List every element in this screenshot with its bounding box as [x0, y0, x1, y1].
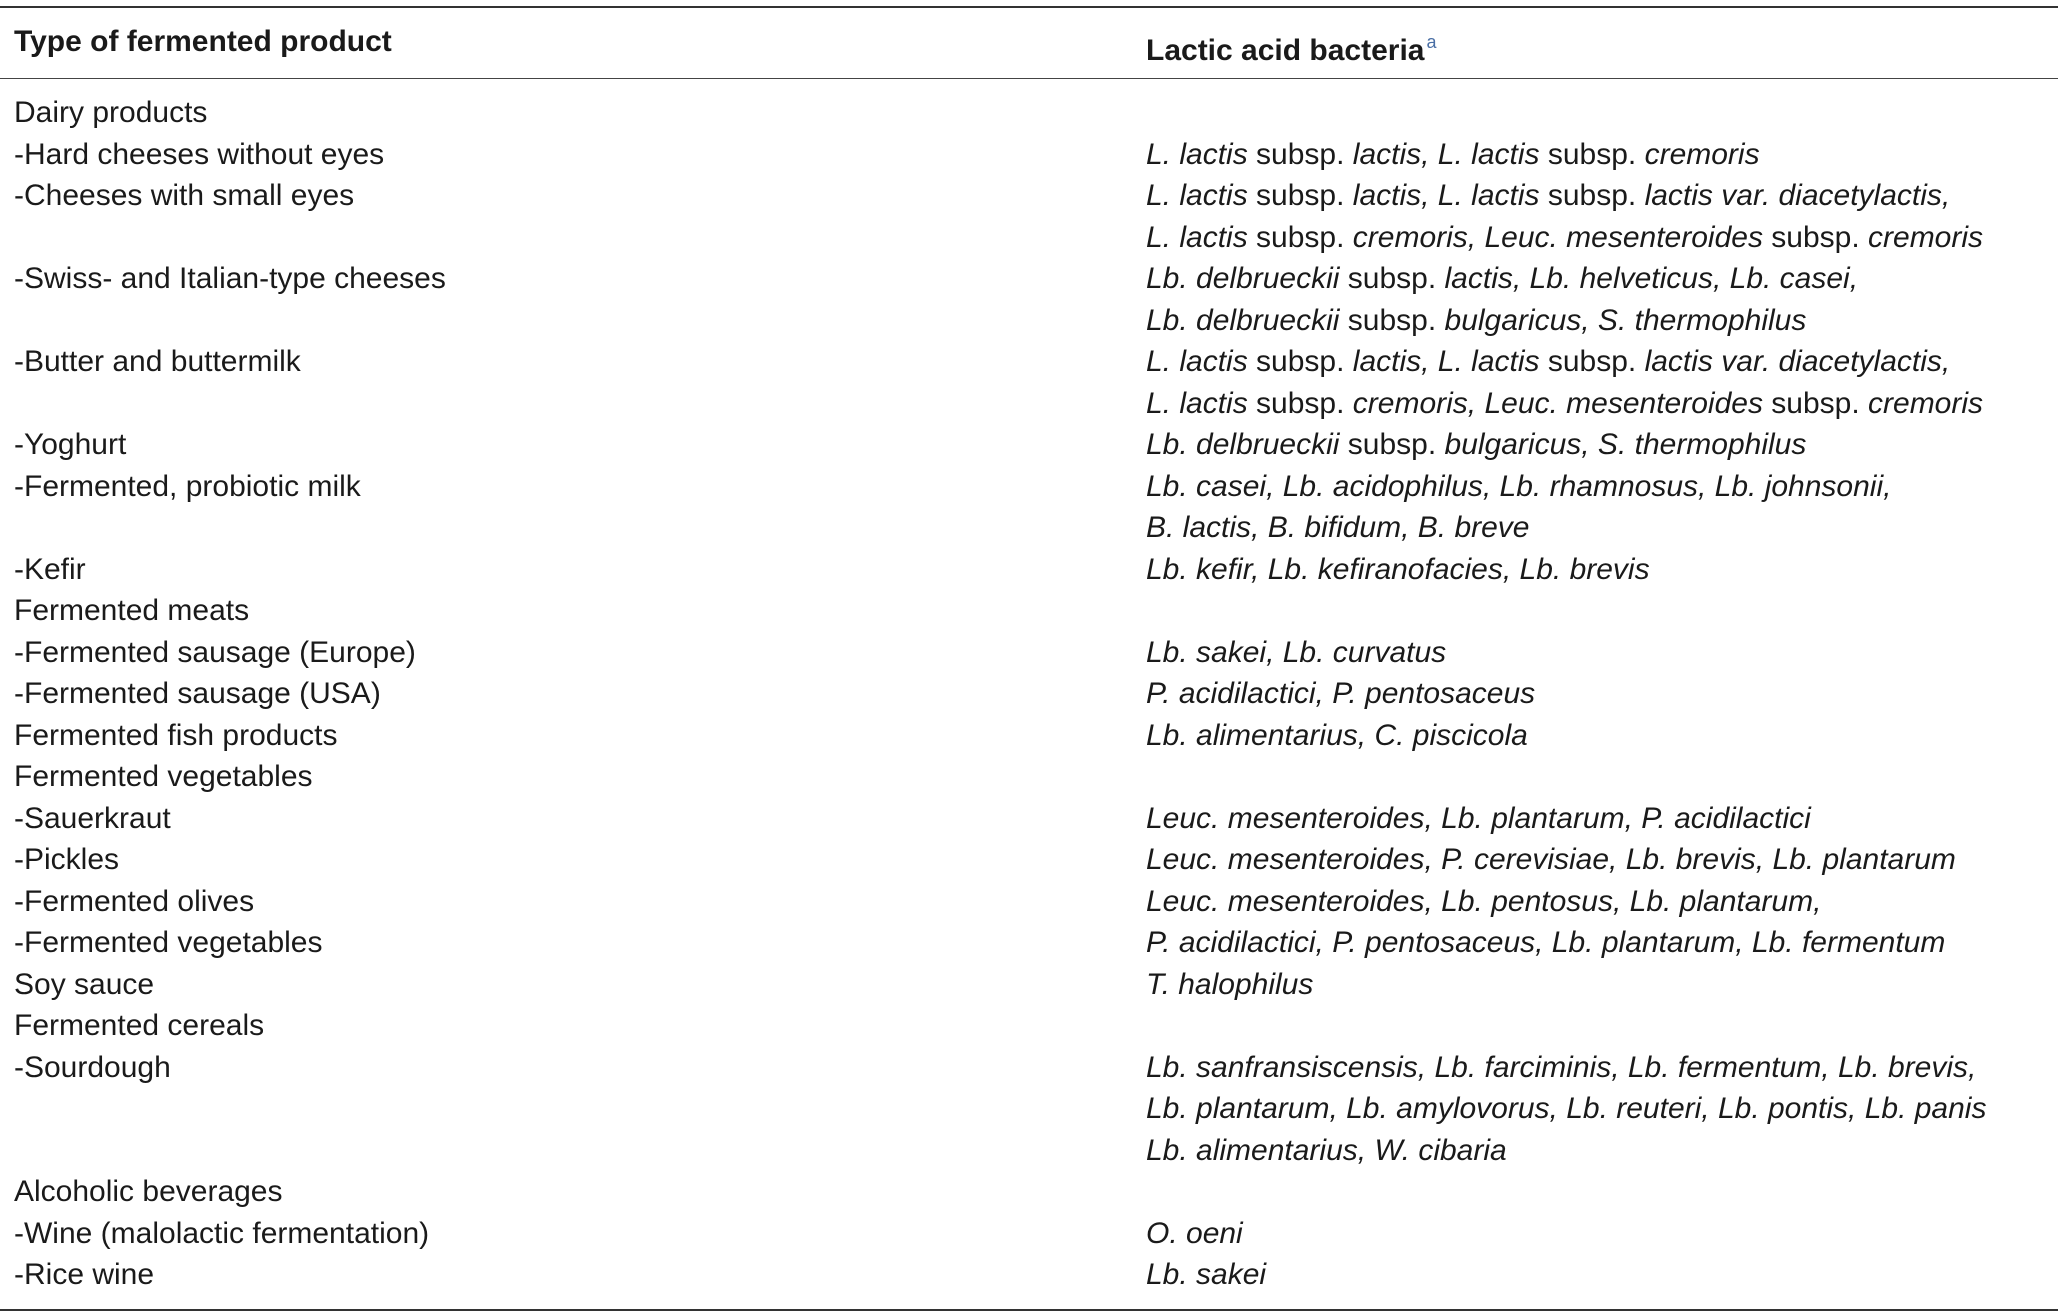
- species-name: cremoris, Leuc. mesenteroides: [1352, 386, 1763, 420]
- species-name: lactis, Lb. helveticus, Lb. casei,: [1444, 262, 1859, 295]
- table-row: [0, 383, 2058, 425]
- bacteria-cell: [1146, 175, 1950, 217]
- bacteria-cell: [1146, 1213, 1243, 1255]
- product-cell: Fermented vegetables: [14, 760, 313, 793]
- species-name: B. lactis, B. bifidum, B. breve: [1146, 511, 1530, 544]
- species-name: lactis, L. lactis: [1352, 137, 1540, 171]
- species-name: T. halophilus: [1146, 967, 1314, 1001]
- species-name: Lb. alimentarius, W. cibaria: [1146, 1133, 1507, 1167]
- species-name: L. lactis: [1146, 220, 1248, 254]
- product-cell: -Fermented, probiotic milk: [14, 469, 361, 503]
- species-name: Leuc. mesenteroides, P. cerevisiae, Lb. brevis, Lb. plantarum: [1146, 843, 1956, 876]
- species-name: Lb. plantarum, Lb. amylovorus, Lb. reuteri, Lb. pontis, Lb. panis: [1146, 1092, 1987, 1125]
- table-row: [0, 839, 2058, 881]
- product-cell: -Butter and buttermilk: [14, 345, 301, 378]
- bacteria-cell: [1146, 383, 1983, 425]
- species-name: Lb. sakei: [1146, 1258, 1267, 1291]
- taxon-rank-text: subsp.: [1247, 386, 1353, 420]
- species-name: Lb. sakei, Lb. curvatus: [1146, 635, 1447, 669]
- bacteria-cell: [1146, 1088, 1986, 1130]
- species-name: L. lactis: [1146, 137, 1248, 171]
- bacteria-cell: [1146, 549, 1650, 591]
- species-name: bulgaricus, S. thermophilus: [1444, 428, 1807, 461]
- species-name: lactis, L. lactis: [1352, 179, 1540, 212]
- taxon-rank-text: subsp.: [1539, 137, 1645, 171]
- bacteria-cell: [1146, 632, 1446, 674]
- bacteria-cell: [1146, 922, 1945, 964]
- product-cell: -Pickles: [14, 843, 120, 876]
- taxon-rank-text: subsp.: [1539, 345, 1645, 378]
- product-cell: Fermented meats: [14, 594, 250, 627]
- table-row: [0, 1213, 2058, 1255]
- product-cell: Fermented fish products: [14, 718, 338, 752]
- product-cell: -Swiss- and Italian-type cheeses: [14, 262, 446, 295]
- bacteria-cell: [1146, 466, 1891, 508]
- table-row: [0, 92, 2058, 134]
- taxon-rank-text: subsp.: [1247, 220, 1353, 254]
- bacteria-cell: [1146, 300, 1806, 342]
- bacteria-cell: [1146, 715, 1528, 757]
- product-cell: -Wine (malolactic fermentation): [14, 1216, 430, 1250]
- column-header-bacteria-label: Lactic acid bacteria: [1146, 34, 1425, 67]
- table-row: [0, 1047, 2058, 1089]
- species-name: Lb. alimentarius, C. piscicola: [1146, 718, 1528, 752]
- table-row: [0, 1005, 2058, 1047]
- table-row: [0, 1088, 2058, 1130]
- product-cell: -Fermented sausage (USA): [14, 677, 381, 710]
- table-row: [0, 507, 2058, 549]
- product-cell: Fermented cereals: [14, 1009, 265, 1042]
- taxon-rank-text: subsp.: [1762, 386, 1869, 420]
- bacteria-cell: [1146, 673, 1535, 715]
- species-name: L. lactis: [1146, 179, 1248, 212]
- bacteria-cell: [1146, 839, 1956, 881]
- table-row: [0, 466, 2058, 508]
- product-cell: -Fermented olives: [14, 884, 255, 918]
- table-row: [0, 341, 2058, 383]
- bacteria-cell: [1146, 1047, 1976, 1089]
- taxon-rank-text: subsp.: [1247, 345, 1353, 378]
- species-name: L. lactis: [1146, 345, 1248, 378]
- species-name: Lb. delbrueckii: [1146, 262, 1340, 295]
- species-name: bulgaricus, S. thermophilus: [1444, 303, 1807, 337]
- taxon-rank-text: subsp.: [1247, 179, 1353, 212]
- table-row: [0, 549, 2058, 591]
- species-name: lactis, L. lactis: [1352, 345, 1540, 378]
- table-row: [0, 715, 2058, 757]
- product-cell: -Rice wine: [14, 1258, 155, 1291]
- table-row: [0, 881, 2058, 923]
- column-header-product: Type of fermented product: [14, 25, 392, 58]
- table-row: [0, 217, 2058, 259]
- table-row: [0, 134, 2058, 176]
- species-name: lactis var. diacetylactis,: [1644, 179, 1951, 212]
- bacteria-cell: [1146, 424, 1806, 466]
- table-bottom-rule: [0, 1309, 2058, 1311]
- table-row: [0, 300, 2058, 342]
- table-row: [0, 175, 2058, 217]
- product-cell: -Yoghurt: [14, 428, 127, 461]
- column-header-bacteria: [1146, 20, 1437, 67]
- product-cell: -Cheeses with small eyes: [14, 179, 355, 212]
- table-row: [0, 1254, 2058, 1296]
- product-cell: -Kefir: [14, 552, 86, 586]
- species-name: L. lactis: [1146, 386, 1248, 420]
- table-row: [0, 964, 2058, 1006]
- bacteria-cell: [1146, 798, 1811, 840]
- table-row: [0, 424, 2058, 466]
- product-cell: Alcoholic beverages: [14, 1175, 283, 1208]
- table-row: [0, 258, 2058, 300]
- species-name: lactis var. diacetylactis,: [1644, 345, 1951, 378]
- species-name: cremoris: [1868, 386, 1984, 420]
- species-name: Leuc. mesenteroides, Lb. plantarum, P. acidilactici: [1146, 801, 1811, 835]
- product-cell: Soy sauce: [14, 967, 155, 1001]
- product-cell: -Sauerkraut: [14, 801, 171, 835]
- bacteria-cell: [1146, 964, 1313, 1006]
- product-cell: Dairy products: [14, 96, 208, 129]
- species-name: Lb. casei, Lb. acidophilus, Lb. rhamnosus, Lb. johnsonii,: [1146, 469, 1892, 503]
- species-name: cremoris: [1868, 220, 1984, 254]
- taxon-rank-text: subsp.: [1339, 428, 1445, 461]
- bacteria-cell: [1146, 217, 1983, 259]
- table-top-rule: [0, 6, 2058, 8]
- species-name: cremoris: [1644, 137, 1760, 171]
- species-name: cremoris, Leuc. mesenteroides: [1352, 220, 1763, 254]
- species-name: P. acidilactici, P. pentosaceus: [1146, 677, 1536, 710]
- product-cell: -Hard cheeses without eyes: [14, 137, 385, 171]
- table-row: [0, 673, 2058, 715]
- species-name: Lb. kefir, Lb. kefiranofacies, Lb. brevis: [1146, 552, 1650, 586]
- species-name: Leuc. mesenteroides, Lb. pentosus, Lb. plantarum,: [1146, 884, 1822, 918]
- taxon-rank-text: subsp.: [1339, 262, 1445, 295]
- bacteria-cell: [1146, 258, 1858, 300]
- product-cell: -Fermented vegetables: [14, 926, 323, 959]
- table-row: [0, 590, 2058, 632]
- species-name: Lb. delbrueckii: [1146, 428, 1340, 461]
- taxon-rank-text: subsp.: [1247, 137, 1353, 171]
- bacteria-cell: [1146, 134, 1760, 176]
- species-name: Lb. sanfransiscensis, Lb. farciminis, Lb. fermentum, Lb. brevis,: [1146, 1050, 1977, 1084]
- footnote-marker: a: [1426, 32, 1437, 52]
- table-row: [0, 1171, 2058, 1213]
- taxon-rank-text: subsp.: [1762, 220, 1869, 254]
- species-name: Lb. delbrueckii: [1146, 303, 1340, 337]
- bacteria-cell: [1146, 507, 1529, 549]
- taxon-rank-text: subsp.: [1339, 303, 1445, 337]
- taxon-rank-text: subsp.: [1539, 179, 1645, 212]
- header-rule: [0, 78, 2058, 79]
- bacteria-cell: [1146, 1130, 1507, 1172]
- bacteria-cell: [1146, 1254, 1266, 1296]
- product-cell: -Sourdough: [14, 1050, 171, 1084]
- product-cell: -Fermented sausage (Europe): [14, 635, 416, 669]
- species-name: P. acidilactici, P. pentosaceus, Lb. plantarum, Lb. fermentum: [1146, 926, 1946, 959]
- bacteria-cell: [1146, 341, 1950, 383]
- table-row: [0, 798, 2058, 840]
- table-row: [0, 1130, 2058, 1172]
- bacteria-cell: [1146, 881, 1821, 923]
- table-row: [0, 756, 2058, 798]
- table-row: [0, 632, 2058, 674]
- table-row: [0, 922, 2058, 964]
- species-name: O. oeni: [1146, 1216, 1243, 1250]
